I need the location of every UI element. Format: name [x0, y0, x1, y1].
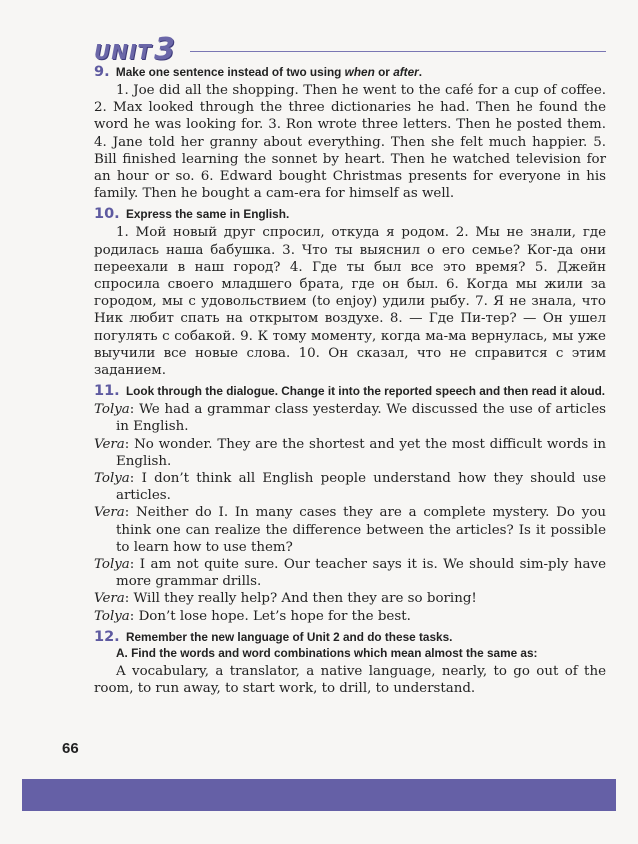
unit-logo: [94, 32, 176, 67]
speaker-name: Vera: [94, 591, 125, 607]
exercise-10-instruction: [94, 206, 606, 222]
dialogue-text: : Don’t lose hope. Let’s hope for the best.: [129, 608, 411, 624]
header-rule: [190, 51, 606, 52]
exercise-12-text: A vocabulary, a translator, a native language, nearly, to go out of the room, to run away, to start work, to drill, to understand.: [94, 663, 606, 697]
instruction-text: or: [374, 65, 394, 79]
speaker-name: Tolya: [94, 471, 130, 487]
exercise-11-instruction: [94, 383, 606, 399]
dialogue-line: [94, 556, 606, 590]
dialogue-line: [94, 590, 606, 607]
dialogue-text: : We had a grammar class yesterday. We discussed the use of articles in English.: [116, 402, 606, 435]
instruction-keyword-after: after: [393, 65, 419, 79]
unit-header: [94, 30, 606, 67]
page-number: 66: [62, 740, 79, 757]
dialogue-text: : I don’t think all English people understand how they should use articles.: [116, 471, 606, 504]
exercise-10: [94, 206, 606, 379]
exercise-number: 12.: [94, 628, 120, 645]
speaker-name: Tolya: [94, 402, 130, 418]
dialogue-text: : No wonder. They are the shortest and yet the most difficult words in English.: [116, 436, 606, 469]
exercise-11: [94, 383, 606, 625]
exercise-9: [94, 64, 606, 202]
dialogue-text: : Neither do I. In many cases they are a complete mystery. Do you think one can realize the difference between the articles? Is it possible to learn how to use them?: [116, 505, 606, 555]
speaker-name: Vera: [94, 505, 125, 521]
dialogue-text: : Will they really help? And then they are so boring!: [124, 591, 477, 607]
dialogue-line: [94, 608, 606, 625]
instruction-text: .: [418, 65, 423, 79]
exercise-12-task-a: A. Find the words and word combinations which mean almost the same as:: [116, 645, 538, 660]
exercise-9-instruction: [94, 64, 606, 80]
dialogue-line: [94, 470, 606, 504]
unit-label: UNIT: [94, 40, 153, 64]
exercise-number: 9.: [94, 64, 110, 80]
dialogue-line: [94, 504, 606, 556]
instruction-text: Make one sentence instead of two using: [115, 65, 345, 79]
exercise-9-text: 1. Joe did all the shopping. Then he went to the café for a cup of coffee. 2. Max looked through the three dictionaries he had. Then he found the word he was looking for. 3. Ron wrote three letters. Then he posted them. 4. Jane told her granny about everything. Then she felt much happier. 5. Bill finished learning the sonnet by heart. Then he watched television for an hour or so. 6. Edward bought Christmas presents for everyone in his family. Then he bought a cam-era for himself as well.: [94, 83, 606, 202]
instruction-text: Remember the new language of Unit 2 and do these tasks.: [125, 629, 453, 644]
footer-bar: [22, 779, 616, 811]
speaker-name: Tolya: [94, 608, 130, 624]
speaker-name: Vera: [94, 436, 125, 452]
instruction-text: Look through the dialogue. Change it into the reported speech and then read it aloud.: [125, 384, 606, 399]
page-content: [94, 64, 606, 697]
dialogue: [94, 401, 606, 625]
instruction-text: Express the same in English.: [125, 207, 290, 222]
exercise-10-text: 1. Мой новый друг спросил, откуда я родом. 2. Мы не знали, где родилась наша бабушка. 3. Что ты выяснил о его семье? Ког-да они переехали в наш город? 4. Где ты был все это время? 5. Джейн спросила своего младшего брата, где он был. 6. Когда мы жили за городом, мы с удовольствием (to enjoy) удили рыбу. 7. Я не знала, что Ник любит спать на открытом воздухе. 8. — Где Пи-тер? — Он ушел погулять с собакой. 9. К тому моменту, когда ма-ма вернулась, мы уже выучили все новые слова. 10. Он сказал, что не справится с этим заданием.: [94, 225, 606, 379]
dialogue-text: : I am not quite sure. Our teacher says it is. We should sim-ply have more grammar drills.: [116, 557, 606, 590]
exercise-12-instruction: [94, 629, 606, 645]
dialogue-line: [94, 436, 606, 470]
speaker-name: Tolya: [94, 557, 130, 573]
unit-number: 3: [154, 32, 176, 67]
exercise-number: 11.: [94, 383, 120, 400]
dialogue-line: [94, 401, 606, 435]
instruction-keyword-when: when: [344, 65, 375, 79]
exercise-12: [94, 629, 606, 697]
exercise-number: 10.: [94, 206, 120, 223]
